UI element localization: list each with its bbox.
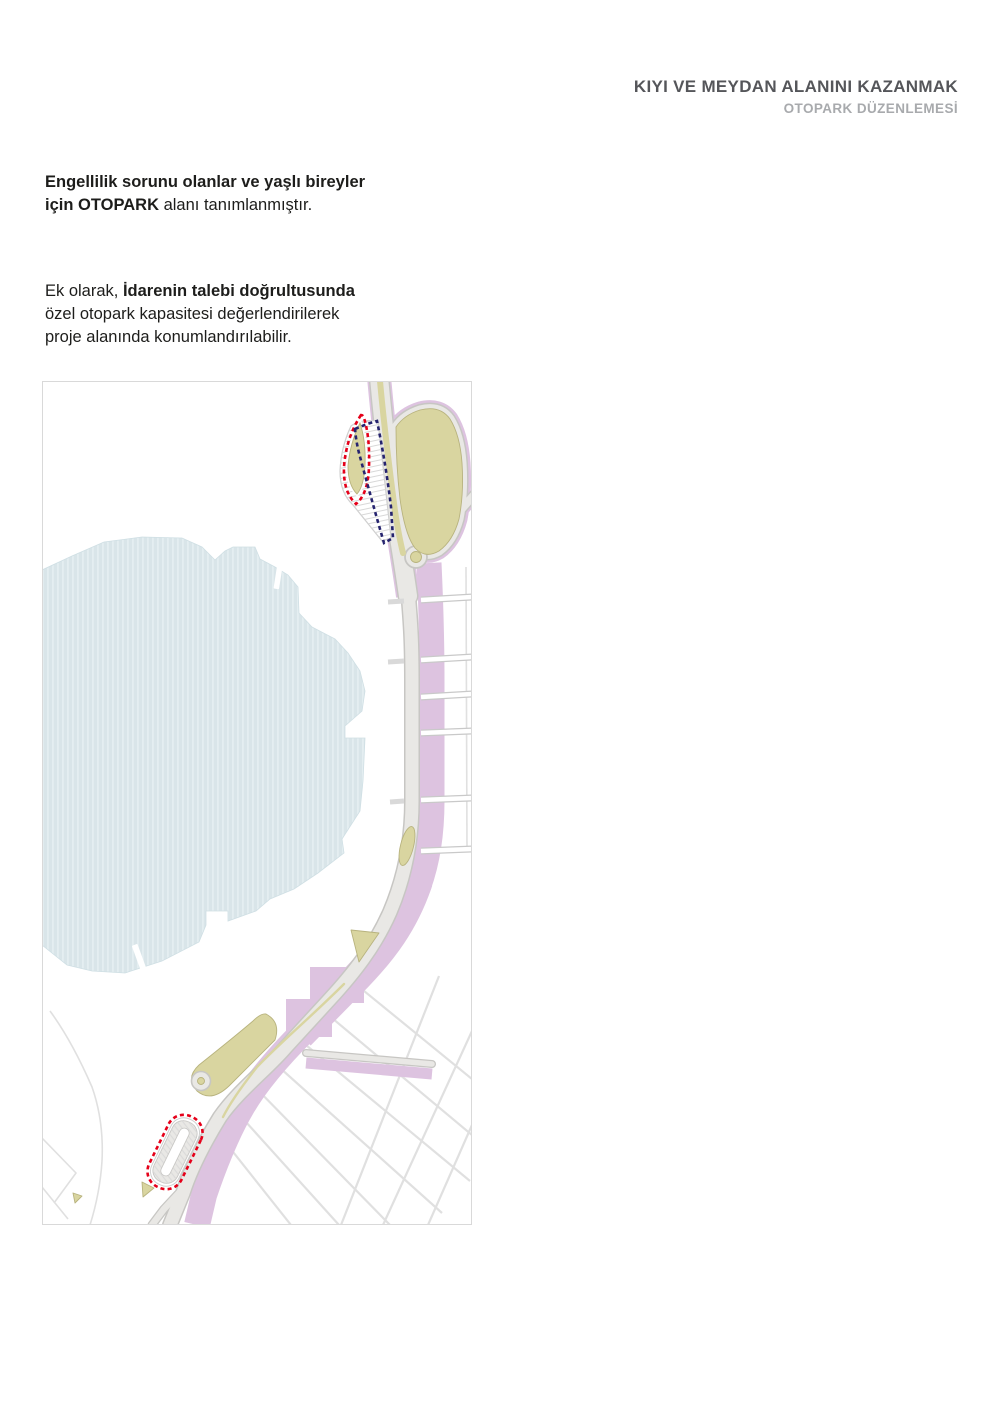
paragraph2-line2: özel otopark kapasitesi değerlendirilerek (45, 305, 340, 323)
page-title: KIYI VE MEYDAN ALANINI KAZANMAK (633, 77, 958, 96)
site-plan-map (42, 381, 472, 1225)
paragraph-disabled-parking (45, 171, 365, 217)
paragraph-additional-parking (45, 280, 355, 349)
paragraph1-line2-regular: alanı tanımlanmıştır. (159, 196, 313, 214)
slide-header (634, 76, 958, 117)
paragraph1-line2-bold: için OTOPARK (45, 196, 159, 214)
map-svg (42, 381, 472, 1225)
paragraph1-line1-bold: Engellilik sorunu olanlar ve yaşlı bireyler (45, 173, 366, 191)
paragraph2-line1-regular: Ek olarak, (45, 282, 123, 300)
page-subtitle: OTOPARK DÜZENLEMESİ (783, 101, 958, 116)
paragraph2-line1-bold: İdarenin talebi doğrultusunda (122, 282, 355, 300)
paragraph2-line3: proje alanında konumlandırılabilir. (45, 328, 292, 346)
